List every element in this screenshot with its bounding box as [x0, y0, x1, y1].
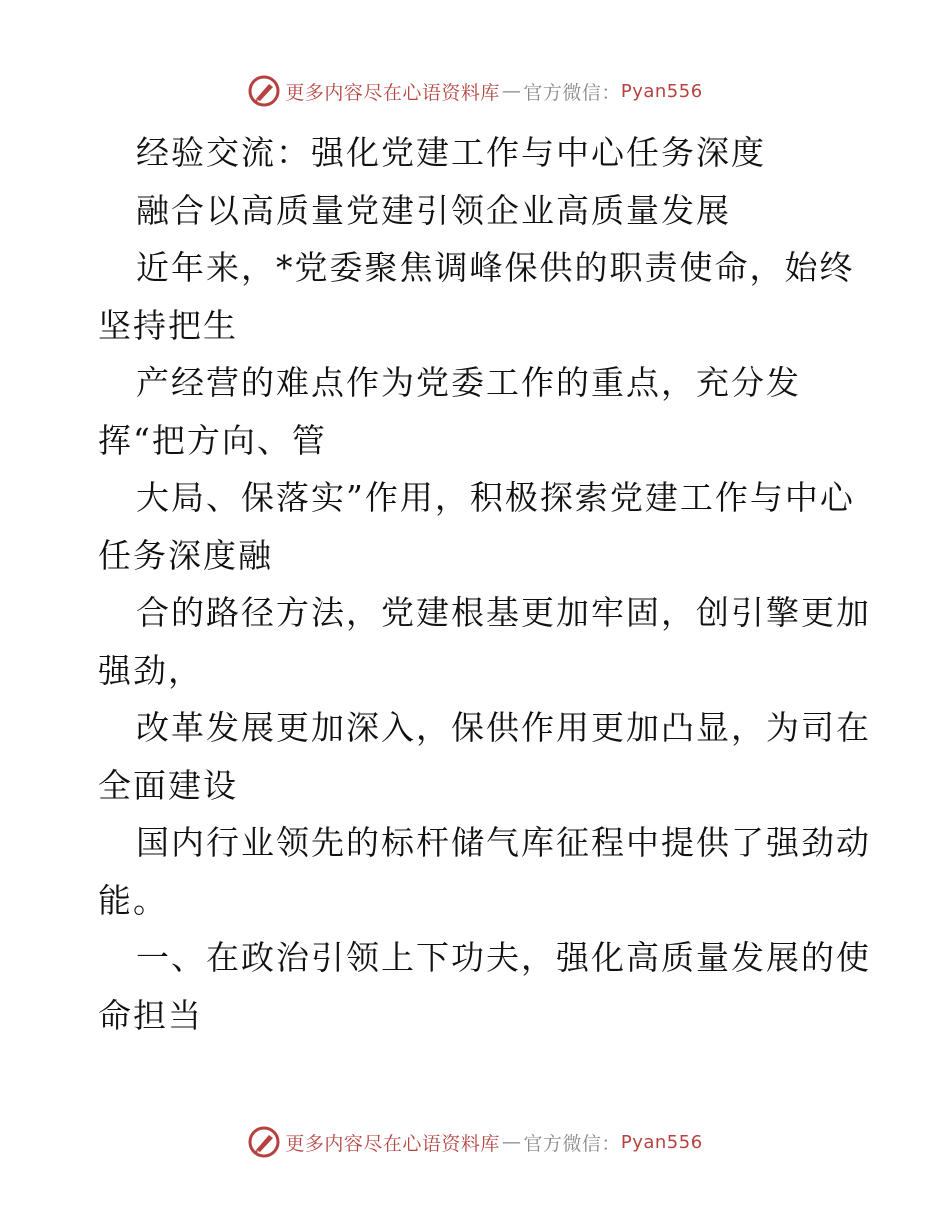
- watermark-wechat-label: 官方微信：: [523, 81, 621, 104]
- text-line: 能。: [98, 880, 168, 920]
- document-body: [98, 124, 871, 1044]
- watermark-wechat-id: Pyan556: [620, 1131, 703, 1153]
- text-line: 改革发展更加深入，保供作用更加凸显，为司在: [136, 708, 871, 747]
- watermark-wechat-label: 官方微信：: [523, 1132, 621, 1155]
- text-line: 坚持把生: [98, 305, 238, 345]
- header-watermark: [0, 74, 950, 108]
- text-line: 全面建设: [98, 765, 238, 805]
- text-line: 融合以高质量党建引领企业高质量发展: [136, 190, 731, 230]
- text-line: 一、在政治引领上下功夫，强化高质量发展的使: [136, 938, 871, 977]
- text-line: 大局、保落实”作用，积极探索党建工作与中心: [136, 478, 855, 517]
- watermark-separator: —: [501, 1131, 522, 1153]
- watermark-separator: —: [501, 80, 522, 102]
- watermark-wechat-id: Pyan556: [620, 80, 703, 102]
- text-line: 产经营的难点作为党委工作的重点，充分发: [136, 363, 801, 402]
- text-line: 强劲，: [98, 650, 203, 690]
- pen-circle-logo-icon: [247, 1125, 281, 1159]
- text-line: 任务深度融: [98, 535, 273, 575]
- text-line: 命担当: [98, 995, 203, 1035]
- text-line: 经验交流：强化党建工作与中心任务深度: [136, 133, 766, 172]
- text-line: 近年来，*党委聚焦调峰保供的职责使命，始终: [136, 248, 855, 287]
- pen-circle-logo-icon: [247, 74, 281, 108]
- text-line: 国内行业领先的标杆储气库征程中提供了强劲动: [136, 823, 871, 862]
- watermark-brand: 更多内容尽在心语资料库: [285, 81, 500, 104]
- watermark-brand: 更多内容尽在心语资料库: [285, 1132, 500, 1155]
- footer-watermark: [0, 1125, 950, 1159]
- text-line: 挥“把方向、管: [98, 420, 327, 460]
- text-line: 合的路径方法，党建根基更加牢固，创引擎更加: [136, 593, 871, 632]
